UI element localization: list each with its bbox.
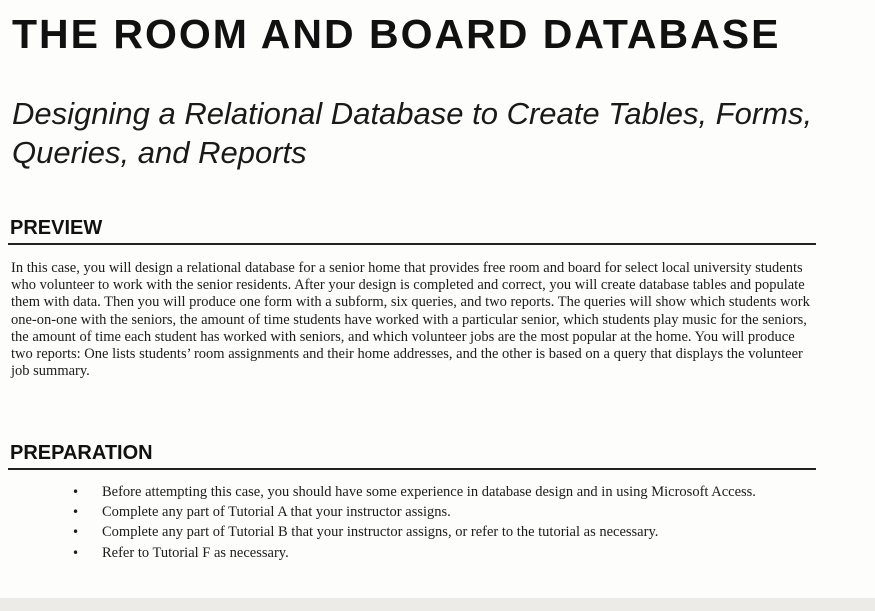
preview-paragraph: In this case, you will design a relational database for a senior home that provides free room and board for select local university students who volunteer to work with the senior residents. After your design is completed and correct, you will create database tables and populate them with data. Then you will produce one form with a subform, six queries, and two reports. The queries will show which students work one-on-one with the seniors, the amount of time students have worked with a particular senior, which students play music for the seniors, the amount of time each student has worked with seniors, and which volunteer jobs are the most popular at the home. You will produce two reports: One lists students’ room assignments and their home addresses, and the other is based on a query that displays the volunteer job summary. <box>11 260 810 380</box>
preview-rule <box>8 243 816 245</box>
preparation-item <box>72 524 817 541</box>
bullet-icon: • <box>72 485 80 499</box>
document-title: THE ROOM AND BOARD DATABASE <box>12 11 781 57</box>
preparation-item-text: Refer to Tutorial F as necessary. <box>102 544 289 561</box>
preparation-item <box>72 545 817 562</box>
preparation-item-text: Complete any part of Tutorial A that your instructor assigns. <box>102 504 451 521</box>
preview-heading: PREVIEW <box>10 217 103 239</box>
preparation-list <box>72 484 817 565</box>
page-bottom-edge <box>0 598 875 611</box>
document-subtitle: Designing a Relational Database to Create Tables, Forms, Queries, and Reports <box>12 96 813 170</box>
preparation-item <box>72 504 817 521</box>
preparation-heading: PREPARATION <box>10 442 153 464</box>
preparation-item-text: Before attempting this case, you should have some experience in database design and in using Microsoft Access. <box>102 484 756 500</box>
bullet-icon: • <box>72 505 80 520</box>
preparation-item <box>72 484 817 501</box>
bullet-icon: • <box>72 525 80 540</box>
preparation-item-text: Complete any part of Tutorial B that your instructor assigns, or refer to the tutorial as necessary. <box>102 524 659 541</box>
preparation-rule <box>8 468 816 470</box>
bullet-icon: • <box>72 545 80 560</box>
